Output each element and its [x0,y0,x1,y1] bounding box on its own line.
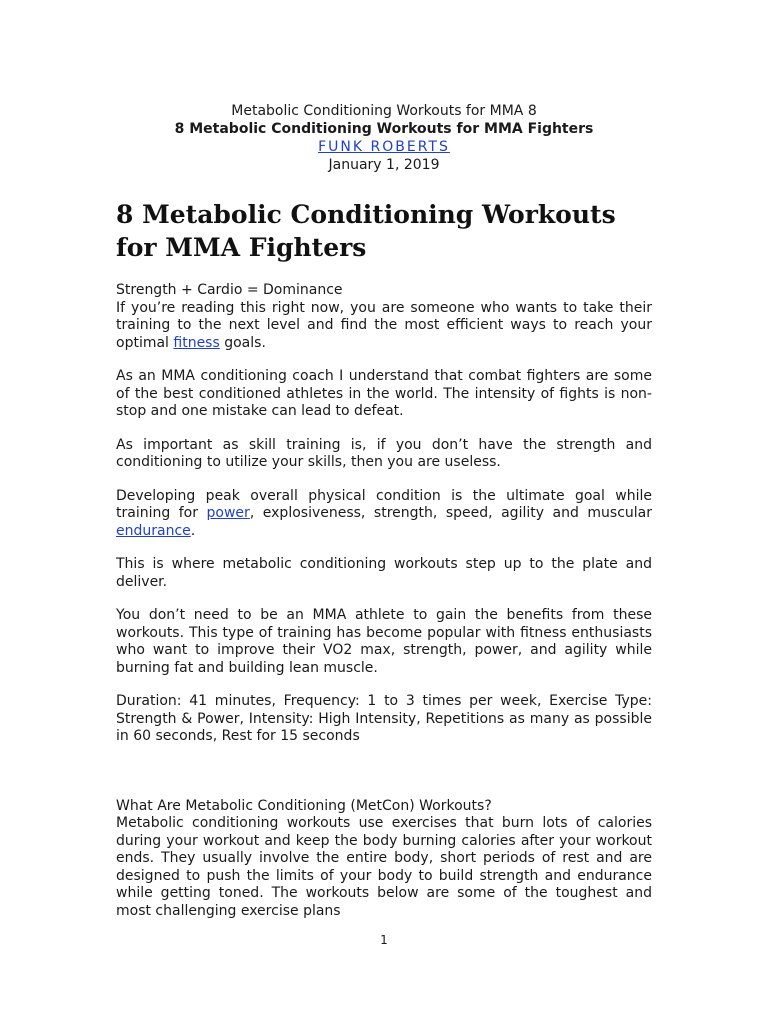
document-header [116,102,652,174]
paragraph-peak-condition: Developing peak overall physical condition is the ultimate goal while training for power, explosiveness, strength, speed, agility and muscular endurance. [116,487,652,539]
article-title: 8 Metabolic Conditioning Workouts for MMA Fighters [116,200,616,262]
endurance-link[interactable]: endurance [116,522,191,539]
paragraph-intro: If you’re reading this right now, you are someone who wants to take their training to the next level and find the most efficient ways to reach your optimal fitness goals. [116,299,652,351]
header-line-1: Metabolic Conditioning Workouts for MMA 8 [231,103,537,119]
paragraph-coach: As an MMA conditioning coach I understand that combat fighters are some of the best conditioned athletes in the world. The intensity of fights is non-stop and one mistake can lead to defeat. [116,368,652,419]
power-link[interactable]: power [206,505,250,521]
section-subheading: What Are Metabolic Conditioning (MetCon) Workouts? [116,797,492,814]
paragraph-metcon-deliver: This is where metabolic conditioning workouts step up to the plate and deliver. [116,556,652,590]
paragraph-workout-specs: Duration: 41 minutes, Frequency: 1 to 3 times per week, Exercise Type: Strength & Power, Intensity: High Intensity, Repetitions as many as possible in 60 seconds, Rest for 15 seconds [116,693,652,744]
document-page [116,102,652,936]
author-link[interactable]: FUNK ROBERTS [318,139,450,155]
paragraph-benefits: You don’t need to be an MMA athlete to gain the benefits from these workouts. This type of training has become popular with fitness enthusiasts who want to improve their VO2 max, strength, power, and agility while burning fat and building lean muscle. [116,607,652,676]
tagline: Strength + Cardio = Dominance [116,282,343,298]
publish-date: January 1, 2019 [328,157,440,173]
spacer [116,762,652,798]
page-number: 1 [380,933,388,947]
fitness-link[interactable]: fitness [173,334,220,351]
paragraph-metcon-definition: Metabolic conditioning workouts use exercises that burn lots of calories during your workout and keep the body burning calories after your workout ends. They usually involve the entire body, short periods of rest and are designed to push the limits of your body to build strength and endurance while getting toned. The workouts below are some of the toughest and most challenging exercise plans [116,815,652,919]
paragraph-skill: As important as skill training is, if you don’t have the strength and conditioning to utilize your skills, then you are useless. [116,436,652,470]
header-line-2: 8 Metabolic Conditioning Workouts for MMA Fighters [174,121,594,137]
